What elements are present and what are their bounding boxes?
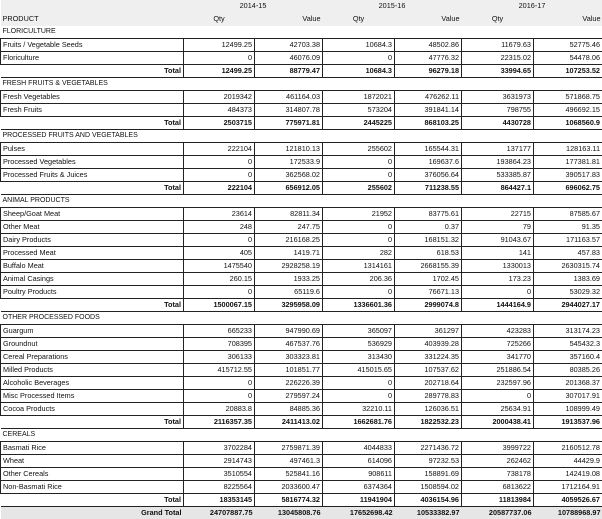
qty-2016-17-cell: 11679.63 [462, 38, 534, 51]
value-2015-16-cell: 158891.69 [395, 467, 462, 480]
blank-cell [1, 0, 184, 13]
product-name: Buffalo Meat [1, 259, 184, 272]
table-row [1, 389, 602, 402]
qty-2015-16-cell: 32210.11 [323, 402, 395, 415]
value-2015-16-total: 868103.25 [395, 116, 462, 129]
table-row [1, 350, 602, 363]
qty-2016-17-cell: 137177 [462, 142, 534, 155]
value-2015-16-cell: 476262.11 [395, 90, 462, 103]
value-2016-17-cell: 171163.57 [534, 233, 602, 246]
qty-2016-17-total: 11813984 [462, 493, 534, 506]
product-name: Poultry Products [1, 285, 184, 298]
section-title: CEREALS [1, 428, 602, 441]
section-header-row [1, 428, 602, 441]
qty-2016-17-cell: 738178 [462, 467, 534, 480]
table-row [1, 51, 602, 64]
value-2016-17-total: 2944027.17 [534, 298, 602, 311]
table-row [1, 467, 602, 480]
qty-2014-15-total: 12499.25 [184, 64, 255, 77]
value-2014-15-cell: 279597.24 [255, 389, 323, 402]
qty-2014-15-cell: 415712.55 [184, 363, 255, 376]
table-row [1, 454, 602, 467]
product-name: Processed Fruits & Juices [1, 168, 184, 181]
qty-2014-15-cell: 0 [184, 389, 255, 402]
value-2014-15-cell: 172533.9 [255, 155, 323, 168]
value-2015-16-grand-total: 10533382.97 [395, 506, 462, 519]
product-name: Alcoholic Beverages [1, 376, 184, 389]
qty-header: Qty [462, 13, 534, 26]
value-2015-16-cell: 391841.14 [395, 103, 462, 116]
product-name: Pulses [1, 142, 184, 155]
product-name: Misc Processed Items [1, 389, 184, 402]
product-header: PRODUCT [1, 13, 184, 26]
qty-2015-16-total: 10684.3 [323, 64, 395, 77]
qty-2014-15-cell: 306133 [184, 350, 255, 363]
section-title: ANIMAL PRODUCTS [1, 194, 602, 207]
value-2014-15-cell: 497461.3 [255, 454, 323, 467]
qty-2016-17-cell: 1330013 [462, 259, 534, 272]
qty-2014-15-total: 222104 [184, 181, 255, 194]
value-2015-16-cell: 97232.53 [395, 454, 462, 467]
qty-2014-15-total: 2503715 [184, 116, 255, 129]
section-title: PROCESSED FRUITS AND VEGETABLES [1, 129, 602, 142]
product-name: Cocoa Products [1, 402, 184, 415]
value-2014-15-cell: 226226.39 [255, 376, 323, 389]
qty-2014-15-cell: 665233 [184, 324, 255, 337]
product-name: Fruits / Vegetable Seeds [1, 38, 184, 51]
table-row [1, 272, 602, 285]
product-name: Milled Products [1, 363, 184, 376]
qty-2016-17-cell: 22315.02 [462, 51, 534, 64]
qty-2016-17-cell: 22715 [462, 207, 534, 220]
section-header-row [1, 194, 602, 207]
value-2016-17-cell: 80385.26 [534, 363, 602, 376]
value-2015-16-cell: 165544.31 [395, 142, 462, 155]
value-2015-16-cell: 126036.51 [395, 402, 462, 415]
section-total-row [1, 493, 602, 506]
value-2014-15-total: 5816774.32 [255, 493, 323, 506]
value-2014-15-cell: 247.75 [255, 220, 323, 233]
value-2016-17-cell: 457.83 [534, 246, 602, 259]
value-header: Value [395, 13, 462, 26]
qty-2016-17-total: 4430728 [462, 116, 534, 129]
qty-2016-17-total: 2000438.41 [462, 415, 534, 428]
qty-2016-17-cell: 533385.87 [462, 168, 534, 181]
qty-2014-15-cell: 23614 [184, 207, 255, 220]
value-2016-17-total: 1068560.9 [534, 116, 602, 129]
value-2015-16-cell: 403939.28 [395, 337, 462, 350]
value-header: Value [534, 13, 602, 26]
value-2015-16-cell: 1508594.02 [395, 480, 462, 493]
qty-2014-15-cell: 12499.25 [184, 38, 255, 51]
section-total-row [1, 116, 602, 129]
qty-2016-17-cell: 6813622 [462, 480, 534, 493]
value-2016-17-total: 1913537.96 [534, 415, 602, 428]
product-name: Dairy Products [1, 233, 184, 246]
value-2014-15-cell: 525841.16 [255, 467, 323, 480]
qty-2014-15-cell: 3510554 [184, 467, 255, 480]
qty-2016-17-cell: 91043.67 [462, 233, 534, 246]
value-2014-15-total: 3295958.09 [255, 298, 323, 311]
value-2015-16-cell: 376056.64 [395, 168, 462, 181]
qty-2015-16-cell: 0 [323, 285, 395, 298]
table-row [1, 259, 602, 272]
value-2014-15-cell: 121810.13 [255, 142, 323, 155]
qty-2015-16-cell: 573204 [323, 103, 395, 116]
value-2016-17-cell: 54478.06 [534, 51, 602, 64]
grand-total-label: Grand Total [1, 506, 184, 519]
qty-2015-16-cell: 536929 [323, 337, 395, 350]
value-2015-16-cell: 361297 [395, 324, 462, 337]
qty-2016-17-cell: 725266 [462, 337, 534, 350]
year-header-row [1, 0, 602, 13]
qty-2015-16-total: 255602 [323, 181, 395, 194]
product-name: Basmati Rice [1, 441, 184, 454]
qty-2016-17-cell: 173.23 [462, 272, 534, 285]
section-total-row [1, 415, 602, 428]
value-2014-15-cell: 82811.34 [255, 207, 323, 220]
qty-2016-17-total: 864427.1 [462, 181, 534, 194]
value-2014-15-cell: 314807.78 [255, 103, 323, 116]
total-label: Total [1, 415, 184, 428]
qty-2014-15-total: 1500067.15 [184, 298, 255, 311]
product-name: Other Meat [1, 220, 184, 233]
qty-2016-17-cell: 25634.91 [462, 402, 534, 415]
value-2016-17-cell: 201368.37 [534, 376, 602, 389]
value-2014-15-cell: 216168.25 [255, 233, 323, 246]
qty-2014-15-cell: 3702284 [184, 441, 255, 454]
value-2014-15-total: 88779.47 [255, 64, 323, 77]
value-2016-17-total: 107253.52 [534, 64, 602, 77]
value-2016-17-total: 696062.75 [534, 181, 602, 194]
total-label: Total [1, 116, 184, 129]
total-label: Total [1, 493, 184, 506]
value-2016-17-cell: 142419.08 [534, 467, 602, 480]
product-name: Groundnut [1, 337, 184, 350]
value-2016-17-cell: 87585.67 [534, 207, 602, 220]
section-total-row [1, 181, 602, 194]
year-header: 2015-16 [323, 0, 462, 13]
value-2016-17-total: 4059526.67 [534, 493, 602, 506]
total-label: Total [1, 298, 184, 311]
qty-2014-15-cell: 0 [184, 285, 255, 298]
qty-2014-15-cell: 1475540 [184, 259, 255, 272]
section-total-row [1, 298, 602, 311]
qty-2015-16-cell: 1314161 [323, 259, 395, 272]
value-2014-15-cell: 362568.02 [255, 168, 323, 181]
qty-2015-16-cell: 6374364 [323, 480, 395, 493]
table-row [1, 363, 602, 376]
qty-2014-15-total: 18353145 [184, 493, 255, 506]
table-row [1, 402, 602, 415]
qty-2014-15-cell: 260.15 [184, 272, 255, 285]
table-row [1, 103, 602, 116]
value-2015-16-cell: 83775.61 [395, 207, 462, 220]
qty-2015-16-cell: 206.36 [323, 272, 395, 285]
qty-2016-17-cell: 193864.23 [462, 155, 534, 168]
table-row [1, 233, 602, 246]
year-header: 2016-17 [462, 0, 602, 13]
value-2015-16-cell: 289778.83 [395, 389, 462, 402]
qty-2016-17-cell: 3631973 [462, 90, 534, 103]
qty-header: Qty [184, 13, 255, 26]
qty-2014-15-cell: 20883.8 [184, 402, 255, 415]
qty-2014-15-cell: 2019342 [184, 90, 255, 103]
value-2015-16-total: 96279.18 [395, 64, 462, 77]
qty-2015-16-total: 1662681.76 [323, 415, 395, 428]
qty-2016-17-total: 33994.65 [462, 64, 534, 77]
qty-2014-15-cell: 0 [184, 51, 255, 64]
value-2015-16-cell: 2271436.72 [395, 441, 462, 454]
section-header-row [1, 129, 602, 142]
table-row [1, 285, 602, 298]
section-header-row [1, 26, 602, 39]
qty-2015-16-cell: 415015.65 [323, 363, 395, 376]
qty-2015-16-cell: 21952 [323, 207, 395, 220]
qty-2015-16-cell: 0 [323, 168, 395, 181]
value-2014-15-cell: 467537.76 [255, 337, 323, 350]
qty-2016-17-cell: 232597.96 [462, 376, 534, 389]
value-2014-15-total: 656912.05 [255, 181, 323, 194]
qty-2014-15-cell: 2914743 [184, 454, 255, 467]
table-row [1, 480, 602, 493]
value-2015-16-cell: 76671.13 [395, 285, 462, 298]
qty-2014-15-cell: 222104 [184, 142, 255, 155]
qty-2015-16-total: 2445225 [323, 116, 395, 129]
value-2016-17-cell: 313174.23 [534, 324, 602, 337]
value-2014-15-cell: 2928258.19 [255, 259, 323, 272]
table-row [1, 376, 602, 389]
qty-2014-15-cell: 0 [184, 155, 255, 168]
table-row [1, 220, 602, 233]
qty-2015-16-cell: 0 [323, 389, 395, 402]
total-label: Total [1, 64, 184, 77]
qty-2015-16-cell: 1872021 [323, 90, 395, 103]
qty-2015-16-cell: 0 [323, 376, 395, 389]
qty-2015-16-cell: 10684.3 [323, 38, 395, 51]
value-2014-15-cell: 1933.25 [255, 272, 323, 285]
value-2014-15-cell: 2033600.47 [255, 480, 323, 493]
value-2015-16-cell: 107537.62 [395, 363, 462, 376]
value-2014-15-cell: 947990.69 [255, 324, 323, 337]
qty-2014-15-cell: 248 [184, 220, 255, 233]
product-name: Guargum [1, 324, 184, 337]
qty-2015-16-cell: 0 [323, 220, 395, 233]
qty-2015-16-total: 1336601.36 [323, 298, 395, 311]
table-row [1, 207, 602, 220]
value-2015-16-cell: 47776.32 [395, 51, 462, 64]
value-2016-17-cell: 177381.81 [534, 155, 602, 168]
qty-2014-15-cell: 708395 [184, 337, 255, 350]
value-2016-17-cell: 1712164.91 [534, 480, 602, 493]
value-2016-17-grand-total: 10788968.97 [534, 506, 602, 519]
qty-2016-17-cell: 798755 [462, 103, 534, 116]
value-2015-16-cell: 168151.32 [395, 233, 462, 246]
value-2016-17-cell: 2160512.78 [534, 441, 602, 454]
value-2014-15-grand-total: 13045808.76 [255, 506, 323, 519]
value-2014-15-total: 2411413.02 [255, 415, 323, 428]
value-2015-16-cell: 169637.6 [395, 155, 462, 168]
table-row [1, 168, 602, 181]
qty-2015-16-cell: 614096 [323, 454, 395, 467]
product-name: Processed Vegetables [1, 155, 184, 168]
qty-2015-16-grand-total: 17652698.42 [323, 506, 395, 519]
value-2015-16-cell: 331224.35 [395, 350, 462, 363]
value-2016-17-cell: 571868.75 [534, 90, 602, 103]
value-2014-15-cell: 46076.09 [255, 51, 323, 64]
qty-2015-16-cell: 313430 [323, 350, 395, 363]
table-row [1, 155, 602, 168]
value-2015-16-cell: 2668155.39 [395, 259, 462, 272]
qty-2016-17-cell: 251886.54 [462, 363, 534, 376]
value-2014-15-total: 775971.81 [255, 116, 323, 129]
qty-2016-17-total: 1444164.9 [462, 298, 534, 311]
section-title: FRESH FRUITS & VEGETABLES [1, 77, 602, 90]
value-2016-17-cell: 108999.49 [534, 402, 602, 415]
section-title: FLORICULTURE [1, 26, 602, 39]
qty-2014-15-grand-total: 24707887.75 [184, 506, 255, 519]
qty-2016-17-cell: 0 [462, 389, 534, 402]
qty-2014-15-cell: 484373 [184, 103, 255, 116]
qty-2014-15-cell: 8225564 [184, 480, 255, 493]
qty-2015-16-cell: 4044833 [323, 441, 395, 454]
qty-2014-15-cell: 0 [184, 376, 255, 389]
qty-2015-16-cell: 0 [323, 233, 395, 246]
table-row [1, 142, 602, 155]
value-2015-16-total: 2999074.8 [395, 298, 462, 311]
qty-2015-16-cell: 0 [323, 51, 395, 64]
value-2015-16-cell: 618.53 [395, 246, 462, 259]
value-2014-15-cell: 461164.03 [255, 90, 323, 103]
value-2014-15-cell: 2759871.39 [255, 441, 323, 454]
qty-2014-15-cell: 0 [184, 168, 255, 181]
section-total-row [1, 64, 602, 77]
total-label: Total [1, 181, 184, 194]
value-2016-17-cell: 357160.4 [534, 350, 602, 363]
value-2014-15-cell: 65119.6 [255, 285, 323, 298]
qty-2014-15-total: 2116357.35 [184, 415, 255, 428]
table-row [1, 337, 602, 350]
column-header-row [1, 13, 602, 26]
qty-2015-16-cell: 908611 [323, 467, 395, 480]
product-name: Cereal Preparations [1, 350, 184, 363]
value-2015-16-cell: 1702.45 [395, 272, 462, 285]
value-header: Value [255, 13, 323, 26]
value-2015-16-total: 1822532.23 [395, 415, 462, 428]
value-2014-15-cell: 303323.81 [255, 350, 323, 363]
value-2016-17-cell: 44429.9 [534, 454, 602, 467]
qty-header: Qty [323, 13, 395, 26]
value-2016-17-cell: 307017.91 [534, 389, 602, 402]
value-2016-17-cell: 128163.11 [534, 142, 602, 155]
table-row [1, 246, 602, 259]
value-2016-17-cell: 496692.15 [534, 103, 602, 116]
section-header-row [1, 311, 602, 324]
product-name: Animal Casings [1, 272, 184, 285]
value-2015-16-cell: 48502.86 [395, 38, 462, 51]
value-2014-15-cell: 84885.36 [255, 402, 323, 415]
value-2016-17-cell: 52775.46 [534, 38, 602, 51]
table-row [1, 441, 602, 454]
value-2016-17-cell: 1383.69 [534, 272, 602, 285]
value-2016-17-cell: 545432.3 [534, 337, 602, 350]
product-name: Other Cereals [1, 467, 184, 480]
qty-2015-16-cell: 0 [323, 155, 395, 168]
qty-2014-15-cell: 0 [184, 233, 255, 246]
product-name: Floriculture [1, 51, 184, 64]
value-2016-17-cell: 91.35 [534, 220, 602, 233]
table-row [1, 38, 602, 51]
year-header: 2014-15 [184, 0, 323, 13]
qty-2016-17-cell: 141 [462, 246, 534, 259]
value-2015-16-cell: 0.37 [395, 220, 462, 233]
value-2014-15-cell: 101851.77 [255, 363, 323, 376]
qty-2016-17-cell: 341770 [462, 350, 534, 363]
product-name: Fresh Vegetables [1, 90, 184, 103]
value-2016-17-cell: 2630315.74 [534, 259, 602, 272]
product-name: Processed Meat [1, 246, 184, 259]
qty-2016-17-cell: 0 [462, 285, 534, 298]
qty-2016-17-grand-total: 20587737.06 [462, 506, 534, 519]
value-2015-16-total: 711238.55 [395, 181, 462, 194]
section-header-row [1, 77, 602, 90]
qty-2015-16-cell: 255602 [323, 142, 395, 155]
product-name: Non-Basmati Rice [1, 480, 184, 493]
qty-2016-17-cell: 3999722 [462, 441, 534, 454]
product-name: Sheep/Goat Meat [1, 207, 184, 220]
qty-2014-15-cell: 405 [184, 246, 255, 259]
section-title: OTHER PROCESSED FOODS [1, 311, 602, 324]
value-2014-15-cell: 1419.71 [255, 246, 323, 259]
qty-2016-17-cell: 79 [462, 220, 534, 233]
qty-2015-16-cell: 365097 [323, 324, 395, 337]
value-2014-15-cell: 42703.38 [255, 38, 323, 51]
qty-2016-17-cell: 423283 [462, 324, 534, 337]
product-name: Wheat [1, 454, 184, 467]
qty-2016-17-cell: 262462 [462, 454, 534, 467]
qty-2015-16-total: 11941904 [323, 493, 395, 506]
value-2016-17-cell: 390517.83 [534, 168, 602, 181]
value-2016-17-cell: 53029.32 [534, 285, 602, 298]
product-name: Fresh Fruits [1, 103, 184, 116]
value-2015-16-total: 4036154.96 [395, 493, 462, 506]
table-row [1, 324, 602, 337]
value-2015-16-cell: 202718.64 [395, 376, 462, 389]
qty-2015-16-cell: 282 [323, 246, 395, 259]
table-row [1, 90, 602, 103]
